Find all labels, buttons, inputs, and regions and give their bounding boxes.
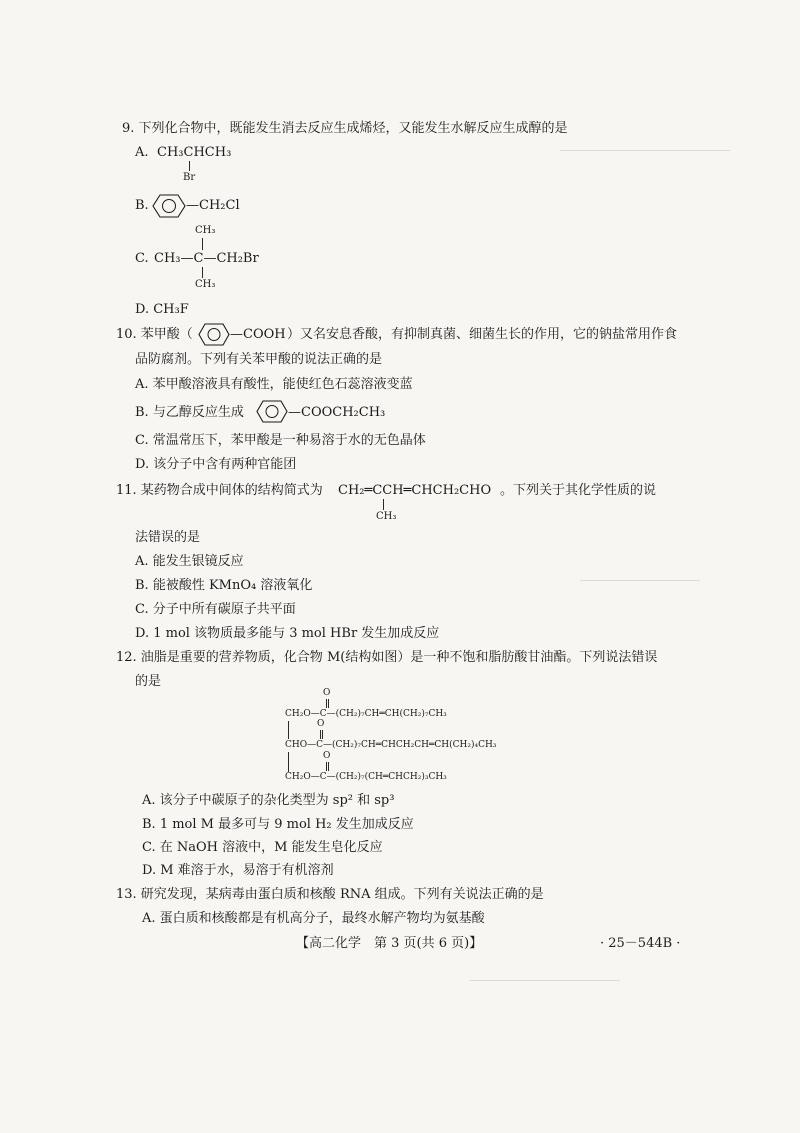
q10-stem-continued: 品防腐剂。下列有关苯甲酸的说法正确的是 xyxy=(135,352,383,367)
double-bond-line xyxy=(326,699,327,708)
carbonyl-oxygen: O xyxy=(317,719,325,729)
q11-option-c: C. 分子中所有碳原子共平面 xyxy=(135,602,296,617)
q10-stem-group: —COOH xyxy=(230,327,286,342)
q12-option-b: B. 1 mol M 最多可与 9 mol H₂ 发生加成反应 xyxy=(142,817,414,832)
benzene-ring-icon xyxy=(256,400,288,423)
q9-option-a-label: A. xyxy=(135,145,149,160)
q9-option-d: D. CH₃F xyxy=(135,302,189,317)
benzene-ring-icon xyxy=(152,194,186,218)
q12-stem-continued: 的是 xyxy=(135,674,162,689)
q11-option-d: D. 1 mol 该物质最多能与 3 mol HBr 发生加成反应 xyxy=(135,626,440,641)
q12-option-a: A. 该分子中碳原子的杂化类型为 sp² 和 sp³ xyxy=(142,793,395,808)
q10-option-a: A. 苯甲酸溶液具有酸性，能使红色石蕊溶液变蓝 xyxy=(135,377,413,392)
scan-artifact xyxy=(470,980,620,981)
q9-option-c-formula: CH₃—C—CH₂Br xyxy=(154,251,259,266)
bond-line xyxy=(202,267,203,278)
q12-row2-formula: CHO—C—(CH₂)₇CH═CHCH₂CH═CH(CH₂)₄CH₃ xyxy=(285,740,497,750)
carbonyl-oxygen: O xyxy=(323,688,331,698)
double-bond-line xyxy=(326,762,327,771)
q9-stem: 9. 下列化合物中，既能发生消去反应生成烯烃，又能发生水解反应生成醇的是 xyxy=(122,121,568,136)
scan-artifact xyxy=(580,580,700,581)
q9-option-c-top-methyl: CH₃ xyxy=(195,225,216,236)
q9-option-c-bottom-methyl: CH₃ xyxy=(195,279,216,290)
q9-option-b-label: B. xyxy=(135,198,149,213)
q13-option-a: A. 蛋白质和核酸都是有机高分子，最终水解产物均为氨基酸 xyxy=(142,911,485,926)
benzene-ring-icon xyxy=(198,323,230,346)
double-bond-line xyxy=(328,762,329,771)
q12-option-c: C. 在 NaOH 溶液中，M 能发生皂化反应 xyxy=(142,840,383,855)
double-bond-line xyxy=(328,699,329,708)
double-bond-line xyxy=(322,730,323,739)
q12-stem: 12. 油脂是重要的营养物质，化合物 M(结构如图）是一种不饱和脂肪酸甘油酯。下列说法错误 xyxy=(116,650,658,665)
q11-stem-end: 。下列关于其化学性质的说 xyxy=(500,483,657,498)
q9-option-a-substituent: Br xyxy=(183,172,196,183)
double-bond-line xyxy=(320,730,321,739)
glycerol-backbone-bond xyxy=(288,752,289,772)
q11-formula: CH₂═CCH═CHCH₂CHO xyxy=(338,483,492,498)
q12-row3-formula: CH₂O—C—(CH₂)₇(CH═CHCH₂)₃CH₃ xyxy=(285,772,447,782)
q12-row1-formula: CH₂O—C—(CH₂)₇CH═CH(CH₂)₇CH₃ xyxy=(285,709,447,719)
q13-stem: 13. 研究发现，某病毒由蛋白质和核酸 RNA 组成。下列有关说法正确的是 xyxy=(116,887,544,902)
page-code: · 25－544B · xyxy=(600,936,681,951)
q11-stem-start: 11. 某药物合成中间体的结构简式为 xyxy=(116,483,323,498)
bond-line xyxy=(189,161,190,171)
q11-stem-continued: 法错误的是 xyxy=(135,530,201,545)
carbonyl-oxygen: O xyxy=(323,751,331,761)
q10-option-d: D. 该分子中含有两种官能团 xyxy=(135,457,297,472)
q9-option-a-formula: CH₃CHCH₃ xyxy=(157,145,232,160)
q10-option-c: C. 常温常压下，苯甲酸是一种易溶于水的无色晶体 xyxy=(135,433,426,448)
scan-artifact xyxy=(560,150,730,151)
q10-option-b-group: —COOCH₂CH₃ xyxy=(288,405,386,420)
bond-line xyxy=(383,499,384,510)
glycerol-backbone-bond xyxy=(288,721,289,739)
page-footer: 【高二化学 第 3 页(共 6 页)】 xyxy=(296,936,483,951)
q9-option-c-label: C. xyxy=(135,251,149,266)
q11-branch-methyl: CH₃ xyxy=(376,511,397,522)
q11-option-a: A. 能发生银镜反应 xyxy=(135,554,244,569)
bond-line xyxy=(202,238,203,250)
q10-stem-end: ）又名安息香酸，有抑制真菌、细菌生长的作用，它的钠盐常用作食 xyxy=(287,327,678,342)
q11-option-b: B. 能被酸性 KMnO₄ 溶液氧化 xyxy=(135,578,313,593)
q10-stem-start: 10. 苯甲酸（ xyxy=(116,327,193,342)
q12-option-d: D. M 难溶于水，易溶于有机溶剂 xyxy=(142,863,334,878)
q10-option-b-text: B. 与乙醇反应生成 xyxy=(135,405,244,420)
q9-option-b-group: —CH₂Cl xyxy=(186,198,240,213)
